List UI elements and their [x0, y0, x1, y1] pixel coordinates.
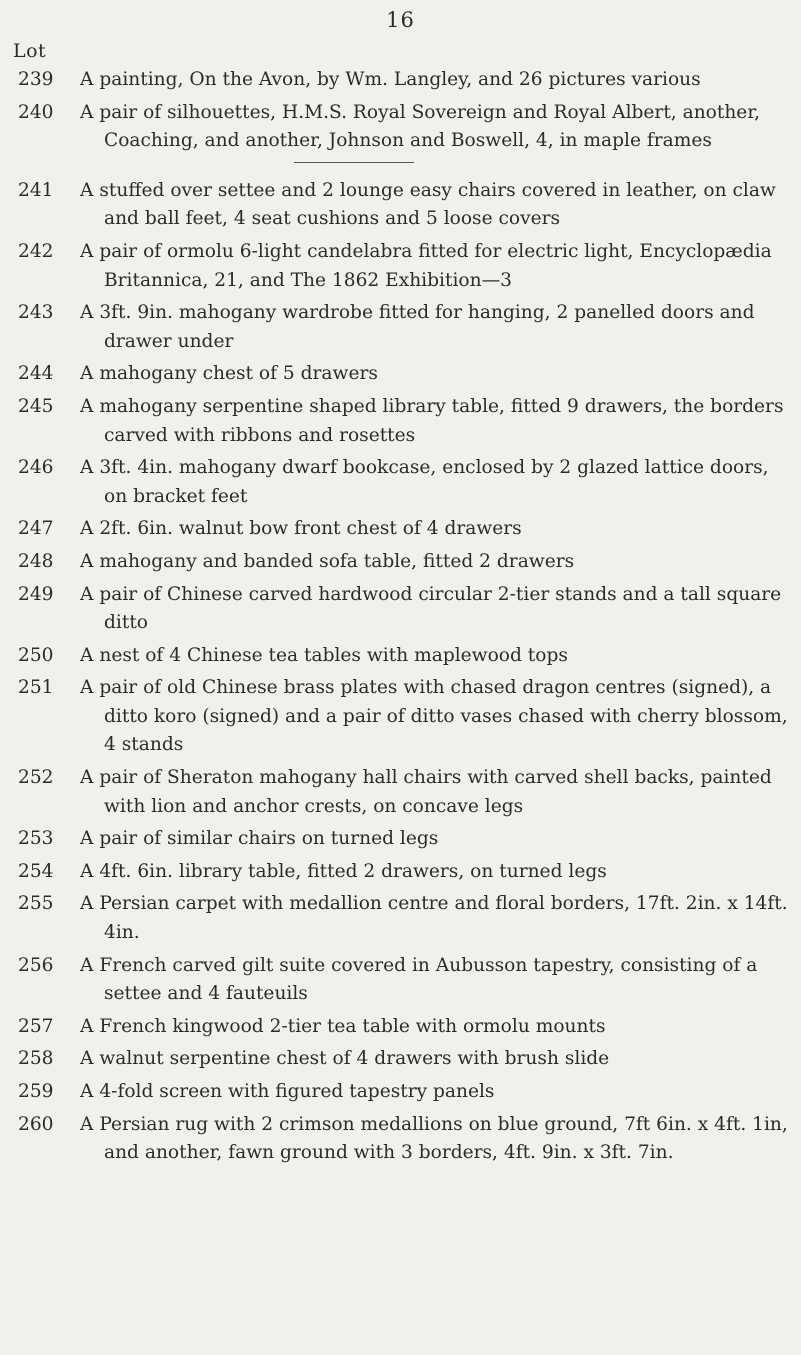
lot-entry [0, 1013, 801, 1042]
lot-entry [0, 642, 801, 671]
lot-entry [0, 454, 801, 511]
lot-number: 260 [18, 1113, 54, 1135]
lot-entry [0, 66, 801, 95]
lot-entry [0, 1045, 801, 1074]
lot-description: A Persian carpet with medallion centre and floral borders, 17ft. 2in. x 14ft. 4in. [80, 893, 788, 944]
lot-description: A stuffed over settee and 2 lounge easy chairs covered in leather, on claw and ball feet, 4 seat cushions and 5 loose covers [80, 179, 776, 230]
lot-description: A 3ft. 4in. mahogany dwarf bookcase, enclosed by 2 glazed lattice doors, on bracket feet [80, 457, 769, 507]
lot-entry [0, 238, 801, 295]
lot-description: A mahogany chest of 5 drawers [80, 363, 378, 385]
lot-entry [0, 548, 801, 577]
lot-number: 251 [18, 677, 54, 699]
lot-entry [0, 1111, 801, 1168]
lot-entry [0, 360, 801, 389]
lot-description: A 4ft. 6in. library table, fitted 2 drawers, on turned legs [80, 860, 607, 882]
lot-description: A pair of Sheraton mahogany hall chairs with carved shell backs, painted with lion and anchor crests, on concave legs [80, 767, 772, 817]
lot-number: 245 [18, 395, 54, 417]
lot-entry [0, 393, 801, 450]
lot-number: 247 [18, 518, 54, 540]
lot-description: A 3ft. 9in. mahogany wardrobe fitted for hanging, 2 panelled doors and drawer under [80, 302, 755, 352]
lot-description: A pair of Chinese carved hardwood circular 2-tier stands and a tall square ditto [80, 583, 782, 634]
lot-entry [0, 890, 801, 947]
lot-number: 242 [18, 240, 54, 262]
lot-description: A French kingwood 2-tier tea table with ormolu mounts [80, 1015, 606, 1037]
lot-description: A pair of silhouettes, H.M.S. Royal Sovereign and Royal Albert, another, Coaching, and another, Johnson and Boswell, 4, in maple frames [80, 101, 761, 152]
lot-entry [0, 952, 801, 1009]
section-divider [294, 162, 414, 163]
lot-column-header: Lot [13, 40, 47, 62]
lot-description: A pair of ormolu 6-light candelabra fitted for electric light, Encyclopædia Britannica, 21, and The 1862 Exhibition—3 [80, 240, 772, 291]
lot-number: 250 [18, 644, 54, 666]
lot-entry [0, 99, 801, 156]
lot-number: 241 [18, 179, 54, 201]
lot-description: A painting, On the Avon, by Wm. Langley, and 26 pictures various [80, 69, 701, 90]
page-number: 16 [386, 8, 415, 32]
lot-number: 244 [18, 363, 54, 385]
lot-description: A 4-fold screen with figured tapestry panels [80, 1081, 495, 1102]
lot-number: 259 [18, 1081, 54, 1102]
lot-description: A walnut serpentine chest of 4 drawers with brush slide [80, 1048, 610, 1070]
lot-number: 253 [18, 828, 54, 850]
lot-description: A 2ft. 6in. walnut bow front chest of 4 drawers [80, 518, 522, 540]
lot-entry [0, 177, 801, 234]
lot-entry [0, 581, 801, 638]
lot-number: 254 [18, 860, 54, 882]
lot-number: 249 [18, 583, 54, 605]
lot-number: 252 [18, 767, 54, 789]
lot-entry [0, 1078, 801, 1107]
lot-description: A pair of similar chairs on turned legs [80, 828, 439, 850]
lot-number: 255 [18, 893, 54, 915]
lot-description: A mahogany and banded sofa table, fitted 2 drawers [80, 550, 575, 572]
lot-description: A pair of old Chinese brass plates with chased dragon centres (signed), a ditto koro (signed) and a pair of ditto vases chased with cherry blossom, 4 stands [80, 677, 788, 756]
lot-description: A mahogany serpentine shaped library table, fitted 9 drawers, the borders carved with ribbons and rosettes [80, 395, 784, 446]
lot-description: A nest of 4 Chinese tea tables with maplewood tops [80, 644, 568, 666]
lot-description: A French carved gilt suite covered in Aubusson tapestry, consisting of a settee and 4 fauteuils [80, 954, 758, 1005]
lot-entry [0, 764, 801, 821]
lot-entry [0, 858, 801, 887]
lot-entry [0, 515, 801, 544]
lot-number: 248 [18, 550, 54, 572]
lot-list [0, 66, 801, 1172]
lot-number: 239 [18, 69, 54, 90]
lot-number: 256 [18, 954, 54, 976]
lot-number: 258 [18, 1048, 54, 1070]
lot-number: 246 [18, 457, 54, 479]
lot-number: 243 [18, 302, 54, 324]
lot-description: A Persian rug with 2 crimson medallions on blue ground, 7ft 6in. x 4ft. 1in, and another, fawn ground with 3 borders, 4ft. 9in. x 3ft. 7in. [80, 1113, 788, 1164]
lot-entry [0, 299, 801, 356]
lot-number: 240 [18, 101, 54, 123]
lot-entry [0, 674, 801, 760]
lot-entry [0, 825, 801, 854]
lot-number: 257 [18, 1015, 54, 1037]
